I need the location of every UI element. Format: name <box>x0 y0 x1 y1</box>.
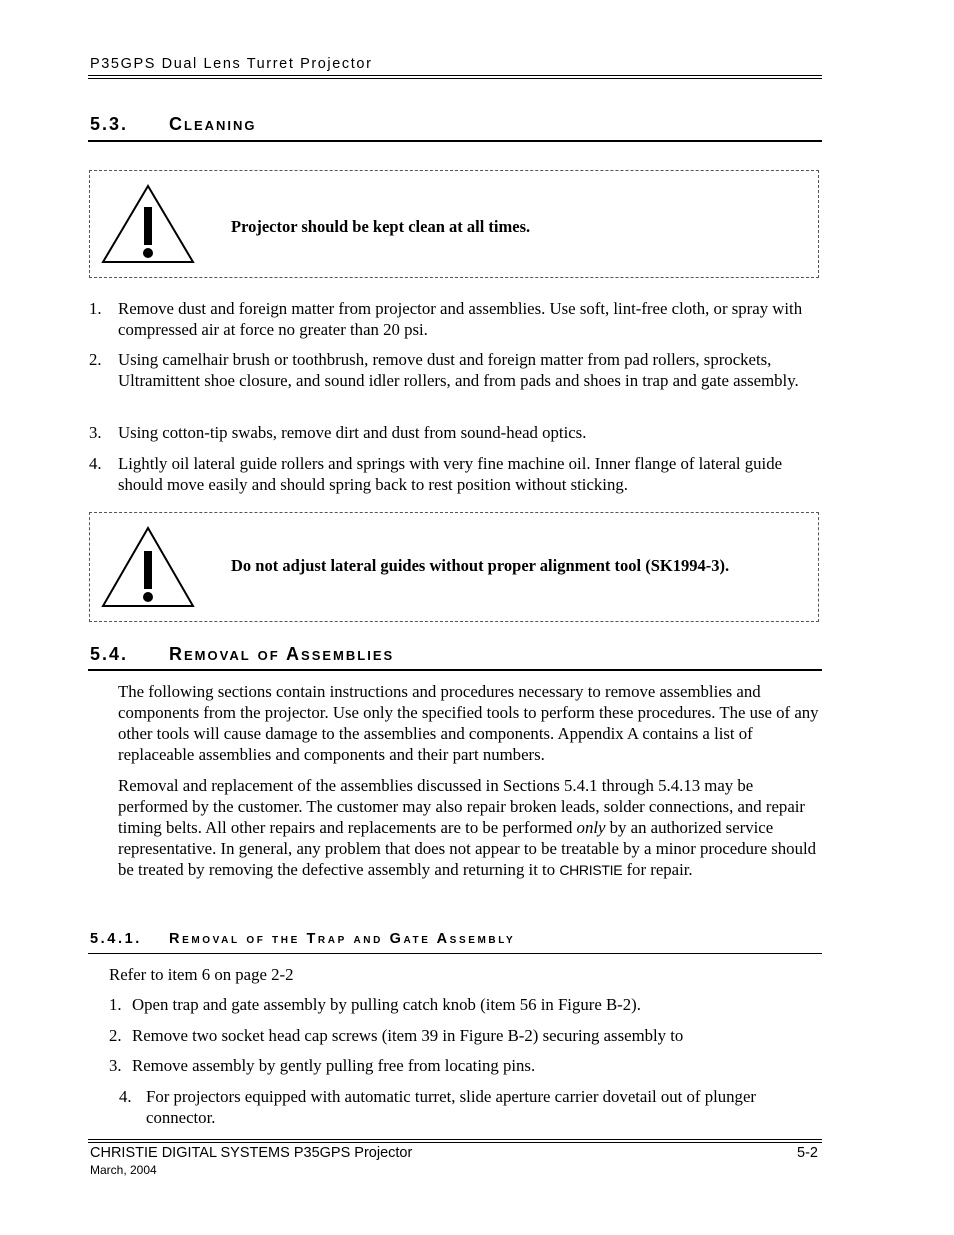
list-number: 3. <box>89 423 102 442</box>
list-item <box>89 298 829 340</box>
list-item <box>89 422 829 443</box>
caution-box-1 <box>89 170 819 278</box>
paragraph <box>118 775 826 881</box>
section-heading-5-4-1 <box>90 931 515 947</box>
list-text: Using camelhair brush or toothbrush, remove dust and foreign matter from pad rollers, sprockets, Ultramittent shoe closure, and sound idler rollers, and from pads and shoes in trap and gate assembly. <box>118 350 799 390</box>
list-item <box>119 1086 819 1128</box>
list-item <box>109 994 829 1015</box>
list-text: Lightly oil lateral guide rollers and springs with very fine machine oil. Inner flange of lateral guide should move easily and should spring back to rest position without sticking. <box>118 454 783 494</box>
section-title: Removal of the Trap and Gate Assembly <box>169 931 516 947</box>
christie-brand: CHRISTIE <box>559 862 623 878</box>
emphasis-text: only <box>576 818 606 837</box>
warning-triangle-icon <box>100 525 196 609</box>
running-header: P35GPS Dual Lens Turret Projector <box>90 56 373 72</box>
section-number: 5.4.1. <box>90 931 142 947</box>
caution-message: Projector should be kept clean at all times. <box>231 217 531 236</box>
list-text: Open trap and gate assembly by pulling catch knob (item 56 in Figure B-2). <box>132 995 641 1014</box>
section-number: 5.3. <box>90 114 129 134</box>
section-heading-5-4 <box>90 644 394 665</box>
footer-title: CHRISTIE DIGITAL SYSTEMS P35GPS Projector <box>90 1145 413 1161</box>
section-title: Removal of Assemblies <box>169 644 395 664</box>
paragraph: The following sections contain instructions and procedures necessary to remove assemblies and components from the projector. Use only the specified tools to perform these procedures. The use of any other tools will cause damage to the assemblies and components. Appendix A contains a list of replaceable assemblies and components and their part numbers. <box>118 682 819 764</box>
header-rule <box>88 78 822 79</box>
caution-message: Do not adjust lateral guides without proper alignment tool (SK1994-3). <box>231 556 730 575</box>
list-text: Using cotton-tip swabs, remove dirt and dust from sound-head optics. <box>118 423 587 442</box>
section-title: Cleaning <box>169 114 257 134</box>
header-rule <box>88 75 822 76</box>
list-item <box>109 1025 829 1046</box>
paragraph-text: for repair. <box>626 860 693 879</box>
paragraph-text: Removal and replacement of the assemblies discussed in Sections 5.4.1 through 5.4.13 may be performed by the customer. The customer may also repair broken leads, solder connections, and repair timing belts. All other repairs and replacements are to be performed <box>118 776 806 837</box>
list-number: 4. <box>119 1087 132 1106</box>
list-number: 3. <box>109 1056 122 1075</box>
page-number: 5-2 <box>797 1145 818 1161</box>
list-text: Remove two socket head cap screws (item 39 in Figure B-2) securing assembly to <box>132 1026 684 1045</box>
section-number: 5.4. <box>90 644 129 664</box>
section-heading-5-3 <box>90 114 257 135</box>
list-item <box>109 1055 829 1076</box>
list-number: 2. <box>89 350 102 369</box>
footer-rule <box>88 1139 822 1140</box>
list-item <box>89 453 829 495</box>
list-number: 4. <box>89 454 102 473</box>
list-number: 1. <box>109 995 122 1014</box>
paragraph-text: by an authorized service representative. In general, any problem that does not appear to be treatable by a minor procedure should be treated by removing the defective assembly and returning it to <box>118 818 817 879</box>
list-number: 1. <box>89 299 102 318</box>
section-rule <box>88 140 822 142</box>
intro-text: Refer to item 6 on page 2-2 <box>109 965 294 984</box>
section-rule <box>88 953 822 954</box>
footer-date: March, 2004 <box>90 1163 157 1177</box>
list-text: Remove assembly by gently pulling free from locating pins. <box>132 1056 536 1075</box>
list-text: Remove dust and foreign matter from projector and assemblies. Use soft, lint-free cloth, or spray with compressed air at force no greater than 20 psi. <box>118 299 803 339</box>
list-item <box>89 349 829 412</box>
footer-rule <box>88 1142 822 1143</box>
list-number: 2. <box>109 1026 122 1045</box>
caution-box-2 <box>89 512 819 622</box>
section-rule <box>88 669 822 671</box>
list-text: For projectors equipped with automatic turret, slide aperture carrier dovetail out of plunger connector. <box>146 1087 756 1127</box>
warning-triangle-icon <box>100 183 196 265</box>
